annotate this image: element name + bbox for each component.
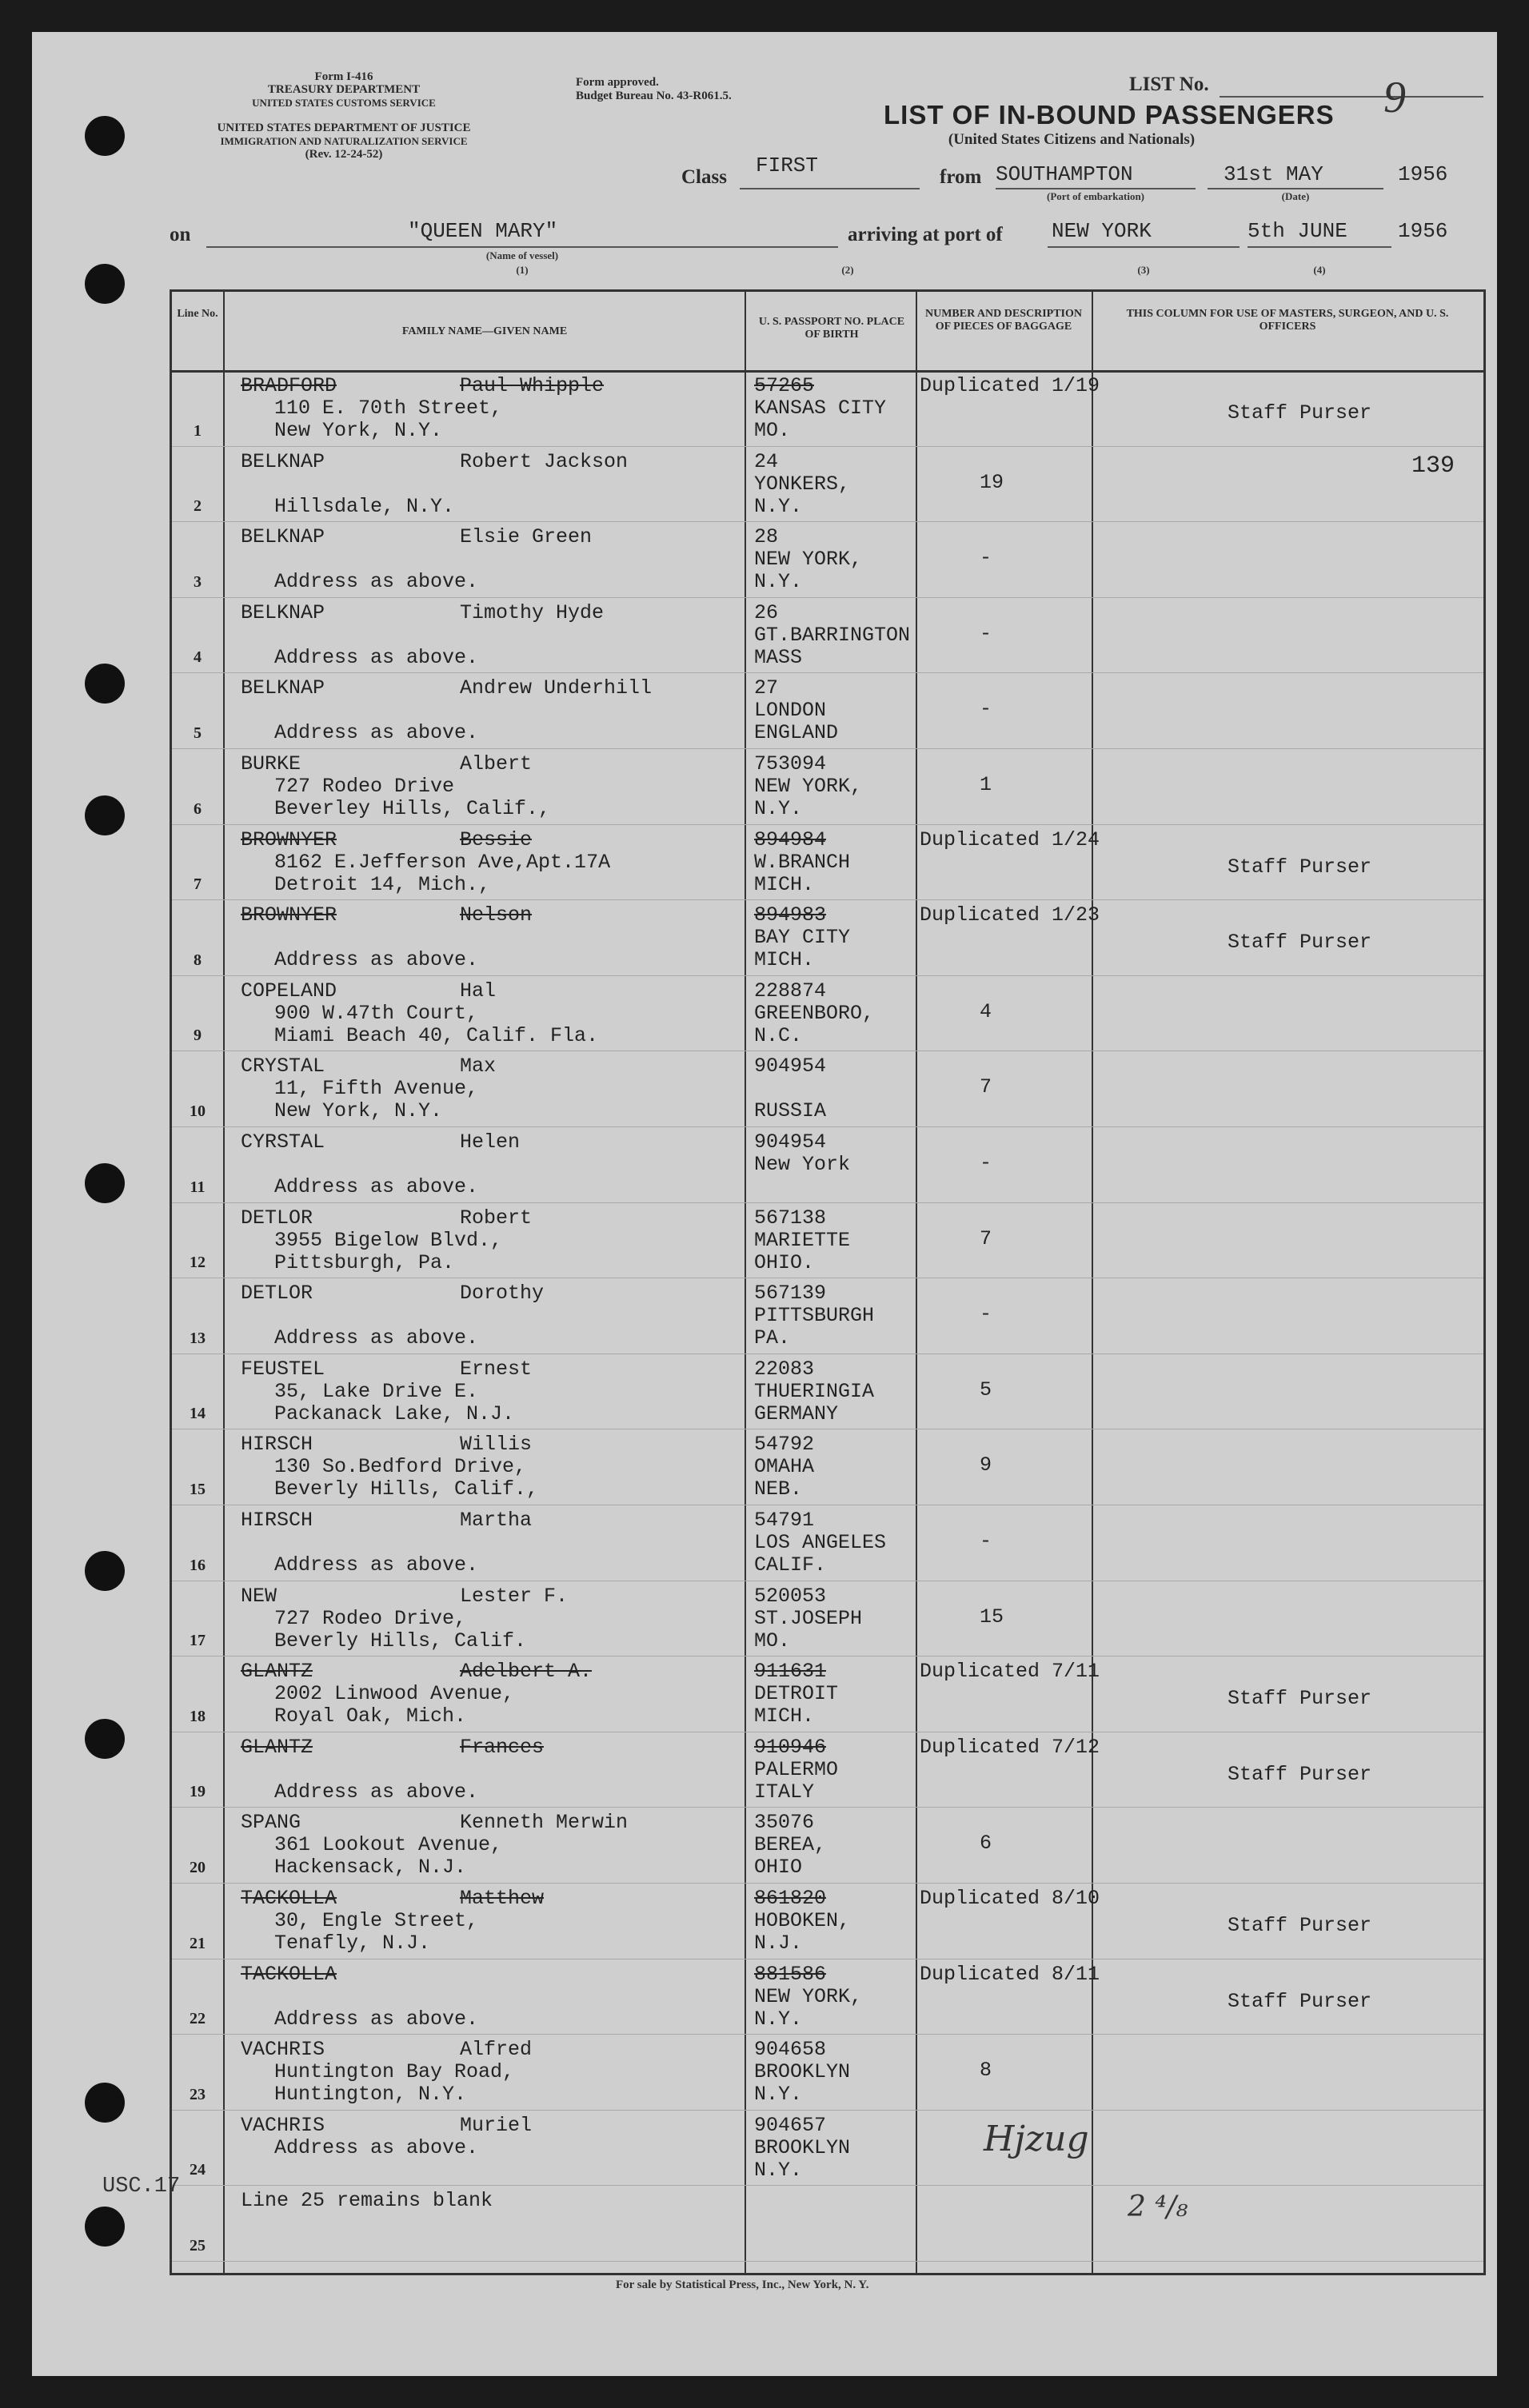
arrival-date: 5th JUNE: [1248, 219, 1347, 243]
birth-place-2: N.Y.: [754, 494, 803, 518]
printer-footer: For sale by Statistical Press, Inc., New York, N. Y.: [616, 2278, 869, 2291]
side-stamp: USC.17: [102, 2175, 181, 2199]
given-name: Albert: [460, 752, 533, 775]
officer-note: Staff Purser: [1228, 1989, 1372, 2013]
justice-dept: UNITED STATES DEPARTMENT OF JUSTICE: [217, 122, 471, 134]
officer-note: Staff Purser: [1228, 1762, 1372, 1786]
family-name: BELKNAP: [241, 525, 325, 549]
birth-place-2: MASS: [754, 645, 803, 669]
birth-place-1: YONKERS,: [754, 472, 851, 496]
line-number: 20: [190, 1858, 206, 1876]
family-name: FEUSTEL: [241, 1357, 325, 1381]
birth-place-1: GREENBORO,: [754, 1001, 875, 1025]
arriving-label: arriving at port of: [848, 224, 1003, 245]
family-name: BRADFORD: [241, 374, 337, 397]
baggage-count: 9: [980, 1453, 992, 1477]
given-name: Timothy Hyde: [460, 600, 605, 624]
family-name: GLANTZ: [241, 1660, 313, 1684]
address-line-1: 727 Rodeo Drive,: [274, 1606, 467, 1630]
table-row: [172, 1732, 1483, 1808]
family-name: CRYSTAL: [241, 1054, 325, 1078]
birth-place-2: N.C.: [754, 1023, 803, 1047]
line-number: 23: [190, 2085, 206, 2103]
passport-number: 894984: [754, 827, 827, 851]
class-label: Class: [681, 166, 727, 188]
line-number: 25: [190, 2236, 206, 2255]
given-name: Elsie Green: [460, 525, 593, 549]
officer-note: 139: [1411, 452, 1455, 480]
address-line-2: Address as above.: [274, 1780, 479, 1804]
birth-place-2: MICH.: [754, 948, 815, 972]
line-number: 11: [190, 1178, 206, 1196]
address-line-2: Beverley Hills, Calif.,: [274, 797, 551, 820]
passport-number: 904954: [754, 1130, 827, 1154]
revision: (Rev. 12-24-52): [305, 148, 383, 161]
line-number: 3: [194, 572, 202, 591]
baggage-count: 1: [980, 773, 992, 796]
line-number: 22: [190, 2010, 206, 2028]
birth-place-1: BAY CITY: [754, 926, 851, 950]
officer-note: Staff Purser: [1228, 855, 1372, 879]
baggage-count: 7: [980, 1226, 992, 1250]
address-line-2: Beverly Hills, Calif.: [274, 1629, 527, 1653]
vessel-name: "QUEEN MARY": [408, 219, 558, 243]
birth-place-2: PA.: [754, 1326, 791, 1350]
birth-place-2: N.Y.: [754, 2007, 803, 2031]
given-name: Andrew Underhill: [460, 676, 653, 700]
line-number: 6: [194, 799, 202, 818]
passport-number: 520053: [754, 1584, 827, 1608]
birth-place-2: N.Y.: [754, 797, 803, 820]
officer-note: Staff Purser: [1228, 401, 1372, 425]
embark-date: 31st MAY: [1224, 162, 1323, 186]
table-row: [172, 748, 1483, 825]
birth-place-1: New York: [754, 1153, 851, 1176]
ins-service: IMMIGRATION AND NATURALIZATION SERVICE: [220, 135, 468, 147]
punch-hole: [85, 264, 125, 304]
on-label: on: [170, 224, 191, 245]
birth-place-2: ITALY: [754, 1780, 815, 1804]
birth-place-2: OHIO: [754, 1856, 803, 1880]
given-name: Willis: [460, 1433, 533, 1457]
punch-hole: [85, 1551, 125, 1591]
baggage-count: -: [980, 621, 992, 645]
birth-place-2: N.Y.: [754, 2158, 803, 2182]
table-row: [172, 1126, 1483, 1203]
line-number: 12: [190, 1254, 206, 1272]
passport-number: 753094: [754, 752, 827, 775]
address-line-2: Hillsdale, N.Y.: [274, 494, 455, 518]
birth-place-1: HOBOKEN,: [754, 1909, 851, 1932]
baggage-count: Duplicated 7/11: [920, 1660, 1100, 1684]
given-name: Helen: [460, 1130, 521, 1154]
birth-place-1: OMAHA: [754, 1455, 815, 1479]
address-line-1: Huntington Bay Road,: [274, 2060, 515, 2084]
baggage-count: -: [980, 546, 992, 570]
family-name: NEW: [241, 1584, 277, 1608]
date-underline: [1208, 188, 1383, 189]
line-number: 2: [194, 497, 202, 516]
punch-hole: [85, 116, 125, 156]
arrival-port: NEW YORK: [1052, 219, 1152, 243]
given-name: Robert Jackson: [460, 449, 629, 473]
arrival-date-underline: [1248, 246, 1391, 248]
address-line-1: 361 Lookout Avenue,: [274, 1833, 503, 1857]
address-line-1: 2002 Linwood Avenue,: [274, 1682, 515, 1706]
birth-place-2: CALIF.: [754, 1553, 827, 1577]
line-number: 13: [190, 1329, 206, 1347]
baggage-count: Duplicated 8/10: [920, 1887, 1100, 1910]
passport-number: 894983: [754, 903, 827, 927]
baggage-count: 7: [980, 1075, 992, 1099]
birth-place-1: BEREA,: [754, 1833, 827, 1857]
list-no-underline: [1220, 96, 1483, 98]
birth-place-2: N.J.: [754, 1932, 803, 1955]
family-name: BROWNYER: [241, 827, 337, 851]
passport-number: 28: [754, 525, 779, 549]
address-line-1: 35, Lake Drive E.: [274, 1379, 479, 1403]
birth-place-2: N.Y.: [754, 570, 803, 594]
baggage-count: Duplicated 1/19: [920, 374, 1100, 397]
table-row: [172, 672, 1483, 749]
punch-hole: [85, 795, 125, 835]
baggage-count: 5: [980, 1377, 992, 1401]
birth-place-1: ST.JOSEPH: [754, 1606, 863, 1630]
address-line-2: Miami Beach 40, Calif. Fla.: [274, 1023, 599, 1047]
given-name: Martha: [460, 1509, 533, 1532]
address-line-1: 110 E. 70th Street,: [274, 397, 503, 420]
birth-place-1: DETROIT: [754, 1682, 839, 1706]
birth-place-1: PALERMO: [754, 1757, 839, 1781]
col-number-3: (3): [1137, 264, 1150, 276]
address-line-1: 30, Engle Street,: [274, 1909, 479, 1932]
given-name: Matthew: [460, 1887, 545, 1910]
given-name: Hal: [460, 979, 497, 1003]
passport-number: 911631: [754, 1660, 827, 1684]
class-underline: [740, 188, 920, 189]
given-name: Alfred: [460, 2038, 533, 2062]
birth-place-1: LONDON: [754, 699, 827, 723]
punch-hole: [85, 2207, 125, 2247]
address-line-2: Packanack Lake, N.J.: [274, 1401, 515, 1425]
line-number: 7: [194, 875, 202, 894]
family-name: BELKNAP: [241, 449, 325, 473]
address-line-2: Address as above.: [274, 570, 479, 594]
birth-place-1: NEW YORK,: [754, 775, 863, 798]
given-name: Frances: [460, 1735, 545, 1759]
birth-place-1: KANSAS CITY: [754, 397, 887, 420]
initials: 2 ⁴/₈: [1128, 2191, 1188, 2223]
address-line-1: 3955 Bigelow Blvd.,: [274, 1228, 503, 1252]
table-row: [172, 899, 1483, 976]
page-title: LIST OF IN-BOUND PASSENGERS: [884, 100, 1335, 130]
table-row: [172, 2110, 1483, 2187]
passport-number: 904954: [754, 1054, 827, 1078]
address-line-2: Address as above.: [274, 1326, 479, 1350]
line-number: 21: [190, 1934, 206, 1952]
given-name: Dorothy: [460, 1282, 545, 1306]
birth-place-1: GT.BARRINGTON: [754, 623, 911, 647]
birth-place-1: W.BRANCH: [754, 850, 851, 874]
port-underline: [996, 188, 1196, 189]
embark-year: 1956: [1398, 162, 1448, 186]
address-line-2: Detroit 14, Mich.,: [274, 872, 491, 896]
given-name: Ernest: [460, 1357, 533, 1381]
address-line-2: Address as above.: [274, 645, 479, 669]
baggage-count: Duplicated 1/23: [920, 903, 1100, 927]
passport-number: 26: [754, 600, 779, 624]
passport-number: 27: [754, 676, 779, 700]
list-no-label: LIST No.: [1129, 74, 1209, 95]
table-row: [172, 1581, 1483, 1657]
passport-number: 861820: [754, 1887, 827, 1910]
baggage-count: 15: [980, 1605, 1004, 1629]
passport-number: 567138: [754, 1206, 827, 1230]
line-number: 14: [190, 1405, 206, 1423]
header-baggage: NUMBER AND DESCRIPTION OF PIECES OF BAGGAGE: [924, 308, 1083, 333]
baggage-count: Duplicated 7/12: [920, 1735, 1100, 1759]
punch-hole: [85, 1163, 125, 1203]
embark-port: SOUTHAMPTON: [996, 162, 1133, 186]
punch-hole: [85, 664, 125, 704]
officer-note: Staff Purser: [1228, 1687, 1372, 1711]
baggage-count: Duplicated 1/24: [920, 827, 1100, 851]
table-row: [172, 1656, 1483, 1732]
table-row: [172, 1051, 1483, 1127]
passport-number: 904657: [754, 2113, 827, 2137]
class-value: FIRST: [756, 153, 819, 177]
address-line-2: Beverly Hills, Calif.,: [274, 1477, 539, 1501]
family-name: TACKOLLA: [241, 1962, 337, 1986]
given-name: Kenneth Merwin: [460, 1811, 629, 1835]
baggage-count: 8: [980, 2059, 992, 2083]
family-name: SPANG: [241, 1811, 301, 1835]
given-name: Max: [460, 1054, 497, 1078]
baggage-count: -: [980, 1529, 992, 1553]
birth-place-2: RUSSIA: [754, 1099, 827, 1123]
family-name: VACHRIS: [241, 2038, 325, 2062]
arrival-year: 1956: [1398, 219, 1448, 243]
address-line-2: Huntington, N.Y.: [274, 2083, 467, 2107]
form-approved: Form approved.: [576, 76, 659, 89]
baggage-count: 6: [980, 1832, 992, 1856]
table-header: [172, 292, 1483, 373]
birth-place-2: GERMANY: [754, 1401, 839, 1425]
address-line-2: Tenafly, N.J.: [274, 1932, 431, 1955]
family-name: BURKE: [241, 752, 301, 775]
birth-place-1: THUERINGIA: [754, 1379, 875, 1403]
address-line-1: 8162 E.Jefferson Ave,Apt.17A: [274, 850, 611, 874]
family-name: BELKNAP: [241, 600, 325, 624]
form-number: Form I-416: [314, 70, 373, 83]
passport-number: 24: [754, 449, 779, 473]
family-name: DETLOR: [241, 1282, 313, 1306]
passport-number: 228874: [754, 979, 827, 1003]
birth-place-1: NEW YORK,: [754, 1984, 863, 2008]
given-name: Muriel: [460, 2113, 533, 2137]
line-number: 24: [190, 2161, 206, 2179]
family-name: HIRSCH: [241, 1509, 313, 1532]
header-line-no: Line No.: [177, 308, 218, 320]
given-name: Adelbert A.: [460, 1660, 593, 1684]
officer-note: Staff Purser: [1228, 931, 1372, 955]
list-number: 9: [1383, 73, 1406, 122]
passport-number: 904658: [754, 2038, 827, 2062]
address-line-1: 900 W.47th Court,: [274, 1001, 479, 1025]
treasury-dept: TREASURY DEPARTMENT: [267, 83, 421, 96]
passport-number: 35076: [754, 1811, 815, 1835]
table-row: [172, 975, 1483, 1052]
family-name: CYRSTAL: [241, 1130, 325, 1154]
birth-place-2: MO.: [754, 419, 791, 442]
line-number: 4: [194, 648, 202, 667]
col-number-1: (1): [516, 264, 529, 276]
passport-number: 910946: [754, 1735, 827, 1759]
table-row: [172, 1354, 1483, 1430]
address-line-1: 130 So.Bedford Drive,: [274, 1455, 527, 1479]
table-row: [172, 1429, 1483, 1505]
line-number: 8: [194, 951, 202, 969]
family-name: TACKOLLA: [241, 1887, 337, 1910]
budget-bureau: Budget Bureau No. 43-R061.5.: [576, 90, 732, 102]
line-number: 18: [190, 1707, 206, 1725]
page-subtitle: (United States Citizens and Nationals): [948, 131, 1196, 148]
col-number-2: (2): [841, 264, 854, 276]
table-row: [172, 1959, 1483, 2035]
given-name: Bessie: [460, 827, 533, 851]
birth-place-2: MICH.: [754, 1704, 815, 1728]
line-number: 19: [190, 1783, 206, 1801]
address-line-1: 11, Fifth Avenue,: [274, 1077, 479, 1101]
header-name: FAMILY NAME—GIVEN NAME: [401, 325, 568, 337]
table-row: [172, 824, 1483, 901]
passenger-table: [170, 289, 1486, 2275]
date-caption: (Date): [1281, 190, 1310, 202]
passport-number: 567139: [754, 1282, 827, 1306]
line-number: 10: [190, 1102, 206, 1120]
family-name: GLANTZ: [241, 1735, 313, 1759]
baggage-count: 4: [980, 999, 992, 1023]
family-name: BELKNAP: [241, 676, 325, 700]
table-row: [172, 1883, 1483, 1959]
from-label: from: [940, 166, 982, 188]
address-line-2: Address as above.: [274, 721, 479, 745]
family-name: BROWNYER: [241, 903, 337, 927]
table-row: [172, 370, 1483, 447]
address-line-2: Address as above.: [274, 1553, 479, 1577]
table-row: [172, 2185, 1483, 2262]
table-row: [172, 2034, 1483, 2111]
customs-service: UNITED STATES CUSTOMS SERVICE: [252, 97, 436, 109]
birth-place-1: PITTSBURGH: [754, 1304, 875, 1328]
family-name: Line 25 remains blank: [241, 2189, 493, 2213]
birth-place-2: MICH.: [754, 872, 815, 896]
line-number: 16: [190, 1556, 206, 1574]
address-line-2: Pittsburgh, Pa.: [274, 1250, 455, 1274]
officer-note: Staff Purser: [1228, 1914, 1372, 1937]
birth-place-2: N.Y.: [754, 2083, 803, 2107]
baggage-count: 19: [980, 470, 1004, 494]
birth-place-2: OHIO.: [754, 1250, 815, 1274]
family-name: DETLOR: [241, 1206, 313, 1230]
line-number: 5: [194, 724, 202, 742]
passport-number: 54792: [754, 1433, 815, 1457]
birth-place-1: NEW YORK,: [754, 548, 863, 572]
given-name: Lester F.: [460, 1584, 569, 1608]
address-line-2: Royal Oak, Mich.: [274, 1704, 467, 1728]
address-line-2: New York, N.Y.: [274, 419, 443, 442]
address-line-2: Address as above.: [274, 2007, 479, 2031]
baggage-count: -: [980, 1151, 992, 1174]
line-number: 17: [190, 1632, 206, 1650]
col-number-4: (4): [1313, 264, 1326, 276]
birth-place-1: LOS ANGELES: [754, 1531, 887, 1554]
table-row: [172, 1202, 1483, 1279]
address-line-2: Hackensack, N.J.: [274, 1856, 467, 1880]
header-passport: U. S. PASSPORT NO. PLACE OF BIRTH: [758, 316, 905, 341]
punch-hole: [85, 1719, 125, 1759]
baggage-count: Duplicated 8/11: [920, 1962, 1100, 1986]
baggage-count: -: [980, 1302, 992, 1326]
table-row: [172, 1807, 1483, 1884]
birth-place-2: NEB.: [754, 1477, 803, 1501]
given-name: Paul Whipple: [460, 374, 605, 397]
birth-place-1: BROOKLYN: [754, 2060, 851, 2084]
address-line-1: 727 Rodeo Drive: [274, 775, 455, 798]
table-row: [172, 597, 1483, 674]
passport-number: 881586: [754, 1962, 827, 1986]
birth-place-1: MARIETTE: [754, 1228, 851, 1252]
arrival-port-underline: [1048, 246, 1240, 248]
passport-number: 57265: [754, 374, 815, 397]
line-number: 15: [190, 1480, 206, 1498]
manifest-sheet: [32, 32, 1497, 2376]
given-name: Robert: [460, 1206, 533, 1230]
vessel-underline: [206, 246, 838, 248]
vessel-caption: (Name of vessel): [485, 249, 559, 261]
passport-number: 22083: [754, 1357, 815, 1381]
family-name: VACHRIS: [241, 2113, 325, 2137]
birth-place-2: MO.: [754, 1629, 791, 1653]
inspector-signature: Hjzug: [984, 2119, 1089, 2159]
given-name: Nelson: [460, 903, 533, 927]
port-caption: (Port of embarkation): [1046, 190, 1145, 202]
address-line-2: New York, N.Y.: [274, 1099, 443, 1123]
family-name: COPELAND: [241, 979, 337, 1003]
family-name: HIRSCH: [241, 1433, 313, 1457]
address-line-2: Address as above.: [274, 1175, 479, 1198]
table-row: [172, 1505, 1483, 1581]
line-number: 9: [194, 1027, 202, 1045]
punch-hole: [85, 2083, 125, 2123]
line-number: 1: [194, 421, 202, 440]
table-row: [172, 1278, 1483, 1354]
address-line-2: Address as above.: [274, 948, 479, 972]
birth-place-2: ENGLAND: [754, 721, 839, 745]
passport-number: 54791: [754, 1509, 815, 1532]
table-row: [172, 521, 1483, 598]
address-line-1: Address as above.: [274, 2135, 479, 2159]
birth-place-1: BROOKLYN: [754, 2135, 851, 2159]
header-officers: THIS COLUMN FOR USE OF MASTERS, SURGEON, AND U. S. OFFICERS: [1126, 308, 1449, 333]
baggage-count: -: [980, 697, 992, 721]
table-row: [172, 446, 1483, 523]
